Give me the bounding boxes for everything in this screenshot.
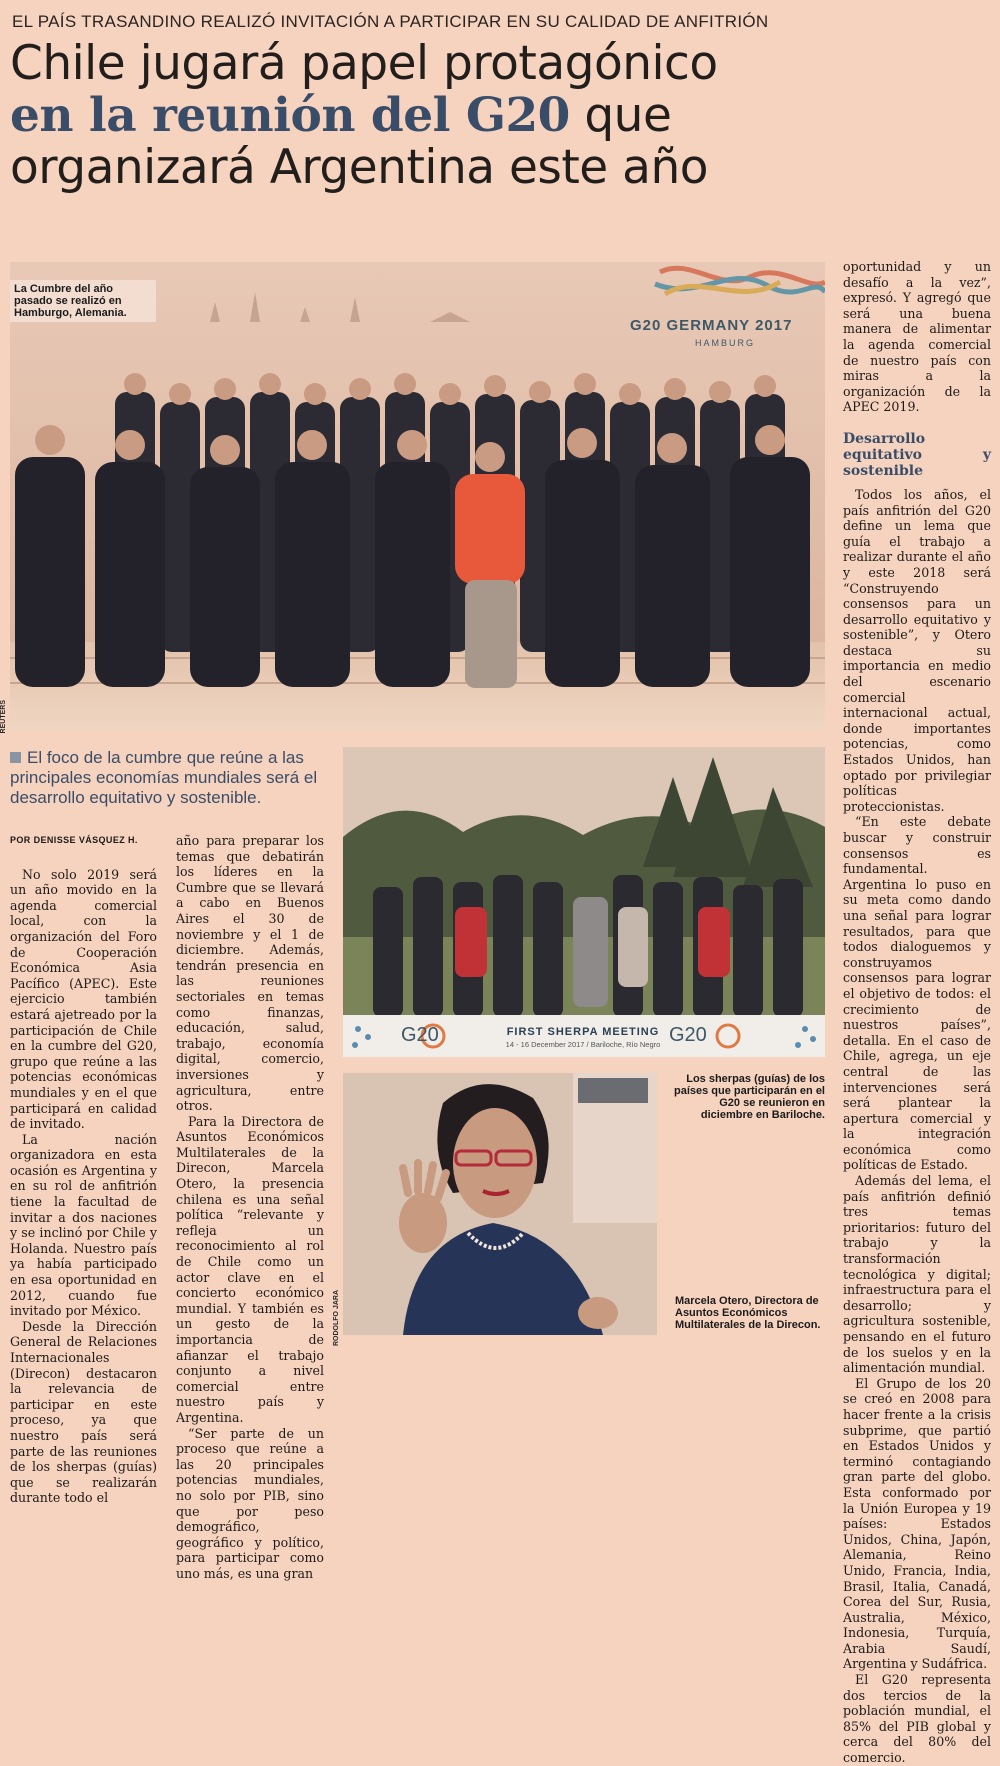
paragraph: No solo 2019 será un año movido en la agenda comercial local, con la organización del Foro de Cooperación Económica Asia Pacífico (APEC). Este ejercicio también estará ajetreado por la participación de Chile en la cumbre del G20, grupo que reúne a las potencias económicas mundiales y en el que participará en calidad de invitado. xyxy=(10,866,157,1132)
headline xyxy=(10,38,750,194)
paragraph: “En este debate buscar y construir consensos es fundamental. Argentina lo puso en su meta como dando una señal para lograr resultados, para que todos dialoguemos y construyamos consensos para lograr el objetivo de todos: el crecimiento de nuestros países”, detalla. En el caso de Chile, agrega, un eje central de las intervenciones será será plantear la apertura comercial y la integración económica como políticas de Estado. xyxy=(843,814,991,1173)
sherpa-banner-logo-right: G20 xyxy=(669,1024,707,1046)
lead-bullet xyxy=(10,752,21,763)
top-photo-caption: La Cumbre del año pasado se realizó en Hamburgo, Alemania. xyxy=(10,280,156,322)
sherpa-banner-title: FIRST SHERPA MEETING xyxy=(506,1026,660,1038)
paragraph: El Grupo de los 20 se creó en 2008 para hacer frente a la crisis subprime, que partió en Estados Unidos y terminó contagiando gran parte del globo. Esta conformado por la Unión Europea y 19 países: Estados Unidos, China, Japón, Alemania, Reino Unido, Francia, India, Brasil, Italia, Canadá, Corea del Sur, Rusia, Australia, México, Indonesia, Turquía, Arabia Saudí, Argentina y Sudáfrica. xyxy=(843,1375,991,1672)
portrait-photo xyxy=(343,1073,657,1335)
top-photo-credit: REUTERS xyxy=(0,700,7,734)
paragraph: Desde la Dirección General de Relaciones Internacionales (Direcon) destacaron la relevancia de participar en este proceso, ya que nuestro país será parte de las reuniones de los sherpas (guías) que se realizarán durante todo el xyxy=(10,1318,157,1506)
paragraph: “Ser parte de un proceso que reúne a las 20 principales potencias mundiales, no solo por PIB, sino que por peso demográfico, geográfico y político, para participar como uno más, es una gran xyxy=(176,1425,324,1581)
sherpa-meeting-photo xyxy=(343,747,825,1057)
headline-line-2-rest: que xyxy=(569,88,672,143)
kicker: EL PAÍS TRASANDINO REALIZÓ INVITACIÓN A PARTICIPAR EN SU CALIDAD DE ANFITRIÓN xyxy=(12,12,769,31)
lead-text: El foco de la cumbre que reúne a las principales economías mundiales será el desarrollo equitativo y sostenible. xyxy=(10,748,318,807)
paragraph: Todos los años, el país anfitrión del G20 define un lema que guía el trabajo a realizar durante el año y este 2018 será “Construyendo consensos para un desarrollo equitativo y sostenible”, y Otero destaca su importancia en medio del escenario comercial internacional actual, donde importantes potencias, como Estados Unidos, han optado por privilegiar políticas proteccionistas. xyxy=(843,486,991,814)
sherpa-banner-subtitle: 14 - 16 December 2017 / Bariloche, Río Negro xyxy=(505,1040,661,1049)
paragraph: La nación organizadora en esta ocasión es Argentina y en su rol de anfitrión tiene la facultad de invitar a dos naciones y se inclinó por Chile y Holanda. Nuestro país ya había participado en esa oportunidad en 2012, cuando fue invitado por México. xyxy=(10,1131,157,1319)
sherpa-banner-logo-left: G20 xyxy=(401,1024,439,1046)
paragraph: Además del lema, el país anfitrión definió tres temas prioritarios: futuro del trabajo y la transformación tecnológica y digital; infraestructura para el desarrollo; y agricultura sostenible, pensando en el futuro de los suelos y en la alimentación mundial. xyxy=(843,1173,991,1376)
byline: POR DENISSE VÁSQUEZ H. xyxy=(10,835,138,845)
headline-line-3: organizará Argentina este año xyxy=(10,140,709,195)
paragraph: año para preparar los temas que debatirán los líderes en la Cumbre que se llevará a cabo en Buenos Aires el 30 de noviembre y el 1 de diciembre. Además, tendrán presencia en las reuniones sectoriales en temas como finanzas, educación, salud, trabajo, economía digital, comercio, inversiones y agricultura, entre otros. xyxy=(176,833,324,1114)
backdrop-subtitle: HAMBURG xyxy=(695,338,756,348)
headline-highlight: en la reunión del G20 xyxy=(10,88,570,143)
sherpa-photo-caption: Los sherpas (guías) de los países que participarán en el G20 se reunieron en diciembre en Bariloche. xyxy=(673,1073,825,1121)
subheading: Desarrollo equitativo y sostenible xyxy=(843,430,991,479)
lead-summary xyxy=(10,748,325,808)
body-column-2 xyxy=(176,833,324,1582)
paragraph: oportunidad y un desafío a la vez”, expresó. Y agregó que será una buena manera de alimentar la agenda comercial de nuestro país con miras a la organización de la APEC 2019. xyxy=(843,259,991,415)
portrait-photo-caption: Marcela Otero, Directora de Asuntos Económicos Multilaterales de la Direcon. xyxy=(675,1295,821,1331)
paragraph: Para la Directora de Asuntos Económicos Multilaterales de la Direcon, Marcela Otero, la presencia chilena es una señal política “relevante y refleja un reconocimiento al rol de Chile como un actor clave en el concierto económico mundial. Y también es un gesto de la importancia de afianzar el trabajo conjunto a nivel comercial entre nuestro país y Argentina. xyxy=(176,1113,324,1425)
body-column-3 xyxy=(843,259,991,1766)
body-column-1 xyxy=(10,833,157,1506)
portrait-photo-credit: RODOLFO JARA xyxy=(333,1290,340,1346)
backdrop-title: G20 GERMANY 2017 xyxy=(630,317,793,334)
paragraph: El G20 representa dos tercios de la población mundial, el 85% del PIB global y cerca del 80% del comercio. xyxy=(843,1672,991,1766)
g20-hamburg-group-photo xyxy=(10,262,825,730)
headline-line-1: Chile jugará papel protagónico xyxy=(10,36,718,91)
